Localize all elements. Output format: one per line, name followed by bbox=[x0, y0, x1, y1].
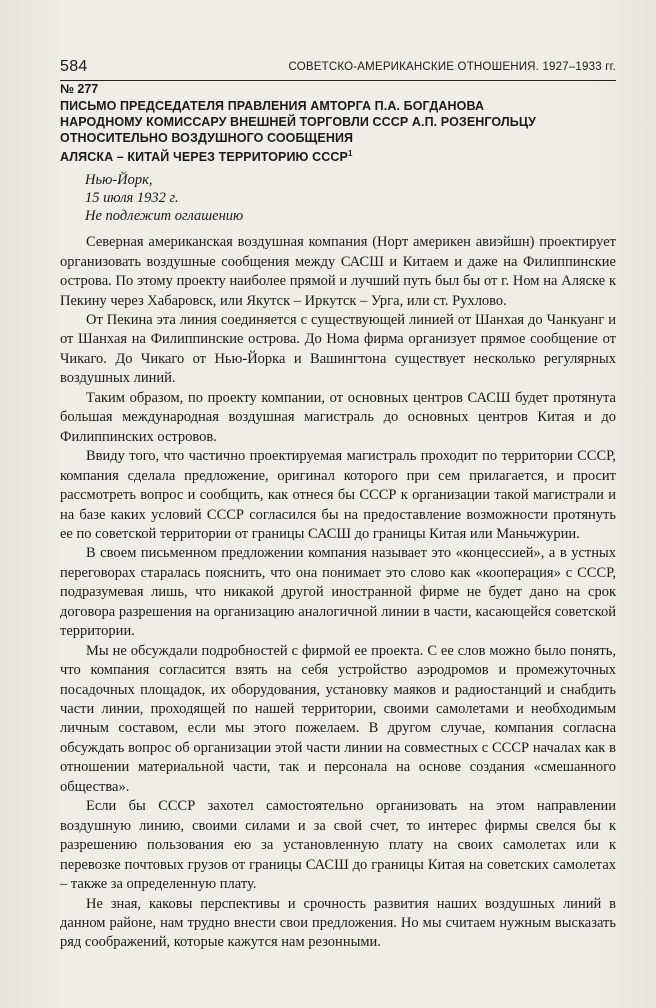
place: Нью-Йорк, bbox=[85, 172, 153, 189]
paragraph: От Пекина эта линия соединяется с существующей линией от Шанхая до Чанкуанг и от Шанхая на Филиппинские острова. До Нома фирма организует прямое сообщение от Чикаго. До Чикаго от Нью-Йорка и Вашингтона существует несколько регулярных воздушных линий. bbox=[60, 311, 616, 387]
paragraph: В своем письменном предложении компания называет это «концессией», а в устных переговорах старалась пояснить, что она понимает это слово как «кооперация» с СССР, подразумевая лишь, что никакой другой иностранной фирме не будет дано на срок договора разрешения на организацию аналогичной линии в части, касающейся советской территории. bbox=[60, 545, 616, 640]
title-line-text: АЛЯСКА – КИТАЙ ЧЕРЕЗ ТЕРРИТОРИЮ СССР bbox=[60, 150, 348, 165]
title-line: ПИСЬМО ПРЕДСЕДАТЕЛЯ ПРАВЛЕНИЯ АМТОРГА П.А. БОГДАНОВА bbox=[60, 99, 485, 113]
dateline bbox=[85, 171, 616, 225]
paragraph: Ввиду того, что частично проектируемая магистраль проходит по территории СССР, компания сделала предложение, оригинал которого при сем прилагается, и просит рассмотреть вопрос и сообщить, как отнеся бы СССР к организации такой магистрали и на базе каких условий СССР согласился бы на предоставление возможности протянуть ее по советской территории от границы САСШ до границы Китая или Маньчжурии. bbox=[60, 448, 616, 542]
letter-body bbox=[60, 233, 616, 953]
document-title bbox=[60, 98, 616, 165]
running-head: СОВЕТСКО-АМЕРИКАНСКИЕ ОТНОШЕНИЯ. 1927–1933 гг. bbox=[288, 61, 616, 73]
document bbox=[60, 82, 616, 953]
page-number: 584 bbox=[60, 58, 88, 75]
paragraph: Если бы СССР захотел самостоятельно организовать на этом направлении воздушную линию, своими силами и за свой счет, то интерес фирмы свелся бы к разрешению пользования ею за установленную плату на своих самолетах или к перевозке почтовых грузов от границы САСШ до границы Китая на советских самолетах – также за определенную плату. bbox=[60, 798, 616, 893]
page-header bbox=[60, 58, 616, 81]
paragraph: Таким образом, по проекту компании, от основных центров САСШ будет протянута большая международная воздушная магистраль до основных центров Китая и до Филиппинских островов. bbox=[60, 389, 616, 445]
title-line: ОТНОСИТЕЛЬНО ВОЗДУШНОГО СООБЩЕНИЯ bbox=[60, 131, 354, 145]
footnote-marker: 1 bbox=[347, 149, 353, 158]
paragraph: Северная американская воздушная компания (Норт америкен авиэйшн) проектирует организовать воздушные сообщения между САСШ и Китаем и даже на Филиппинские острова. По этому проекту наиболее прямой и лучший путь был бы от г. Ном на Аляске к Пекину через Хабаровск, или Якутск – Иркутск – Урга, или ст. Рухлово. bbox=[60, 234, 616, 309]
document-number: № 277 bbox=[60, 82, 99, 96]
paragraph: Не зная, каковы перспективы и срочность развития наших воздушных линий в данном районе, нам трудно внести свои предложения. Но мы считаем нужным высказать ряд соображений, которые кажутся нам резонными. bbox=[60, 895, 616, 951]
title-line bbox=[60, 146, 616, 165]
restriction-note: Не подлежит оглашению bbox=[85, 208, 244, 225]
date: 15 июля 1932 г. bbox=[85, 190, 179, 207]
title-line: НАРОДНОМУ КОМИССАРУ ВНЕШНЕЙ ТОРГОВЛИ СССР А.П. РОЗЕНГОЛЬЦУ bbox=[60, 115, 536, 129]
paragraph: Мы не обсуждали подробностей с фирмой ее проекта. С ее слов можно было понять, что компания согласится взять на себя устройство аэродромов и промежуточных посадочных площадок, их оборудования, установку маяков и радиостанций и снабдить части линии, проходящей по нашей территории, своими самолетами и необходимым личным составом, если мы этого пожелаем. В другом случае, компания согласна обсуждать вопрос об организации этой части линии на совместных с СССР началах как в отношении материальной части, так и персонала на основе создания «смешанного общества». bbox=[60, 642, 616, 795]
